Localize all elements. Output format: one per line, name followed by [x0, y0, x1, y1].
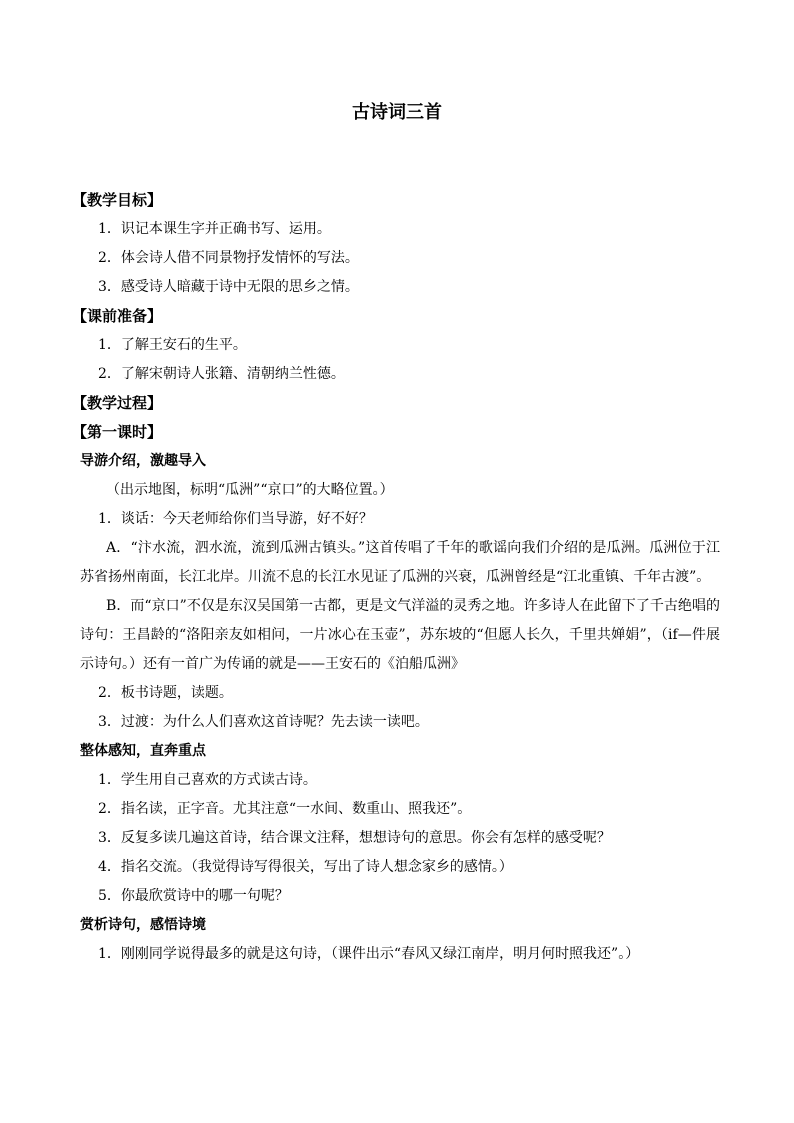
section-heading-prep: 【课前准备】 — [72, 307, 163, 325]
part2-item: 4．指名交流。（我觉得诗写得很关，写出了诗人想念家乡的感情。） — [98, 859, 513, 875]
part2-item: 2．指名读，正字音。尤其注意“一水间、数重山、照我还”。 — [98, 801, 472, 817]
subheading-part1: 导游介绍，激趣导入 — [80, 453, 206, 469]
subheading-part2: 整体感知，直奔重点 — [80, 743, 206, 759]
goal-item: 3．感受诗人暗藏于诗中无限的思乡之情。 — [98, 279, 359, 295]
document-body — [72, 186, 720, 969]
goal-item: 2．体会诗人借不同景物抒发情怀的写法。 — [98, 250, 359, 266]
part1-paragraph-b: B．而“京口”不仅是东汉吴国第一古都，更是文气洋溢的灵秀之地。许多诗人在此留下了千古绝唱的诗句：王昌龄的“洛阳亲友如相问，一片冰心在玉壶”，苏东坡的“但愿人长久，千里共婵娟”，（if—件展示诗句。）还有一首广为传诵的就是——王安石的《泊船瓜洲》 — [80, 598, 720, 672]
goal-item: 1．识记本课生字并正确书写、运用。 — [98, 221, 331, 237]
part2-item: 3．反复多读几遍这首诗，结合课文注释，想想诗句的意思。你会有怎样的感受呢？ — [98, 830, 611, 846]
part1-paragraph-a: A．“汴水流，泗水流，流到瓜洲古镇头。”这首传唱了千年的歌谣向我们介绍的是瓜洲。瓜洲位于江苏省扬州南面，长江北岸。川流不息的长江水见证了瓜洲的兴衰，瓜洲曾经是“江北重镇、千年古渡”。 — [80, 540, 720, 585]
prep-item: 1．了解王安石的生平。 — [98, 337, 247, 353]
part1-intro: （出示地图，标明“瓜洲”“京口”的大略位置。） — [106, 482, 394, 498]
prep-item: 2．了解宋朝诗人张籍、清朝纳兰性德。 — [98, 366, 345, 382]
part2-item: 1．学生用自己喜欢的方式读古诗。 — [98, 772, 317, 788]
document-title: 古诗词三首 — [352, 102, 442, 123]
part3-item: 1．刚刚同学说得最多的就是这句诗，（课件出示“春风又绿江南岸，明月何时照我还”。） — [98, 946, 640, 962]
subheading-part3: 赏析诗句，感悟诗境 — [80, 917, 206, 933]
part2-item: 5．你最欣赏诗中的哪一句呢？ — [98, 888, 289, 904]
part1-item: 2．板书诗题，读题。 — [98, 685, 233, 701]
section-heading-goals: 【教学目标】 — [72, 191, 163, 209]
section-heading-process: 【教学过程】 — [72, 394, 163, 412]
part1-item: 3．过渡：为什么人们喜欢这首诗呢？先去读一读吧。 — [98, 714, 429, 730]
part1-item: 1．谈话：今天老师给你们当导游，好不好？ — [98, 511, 373, 527]
section-heading-lesson1: 【第一课时】 — [72, 423, 163, 441]
